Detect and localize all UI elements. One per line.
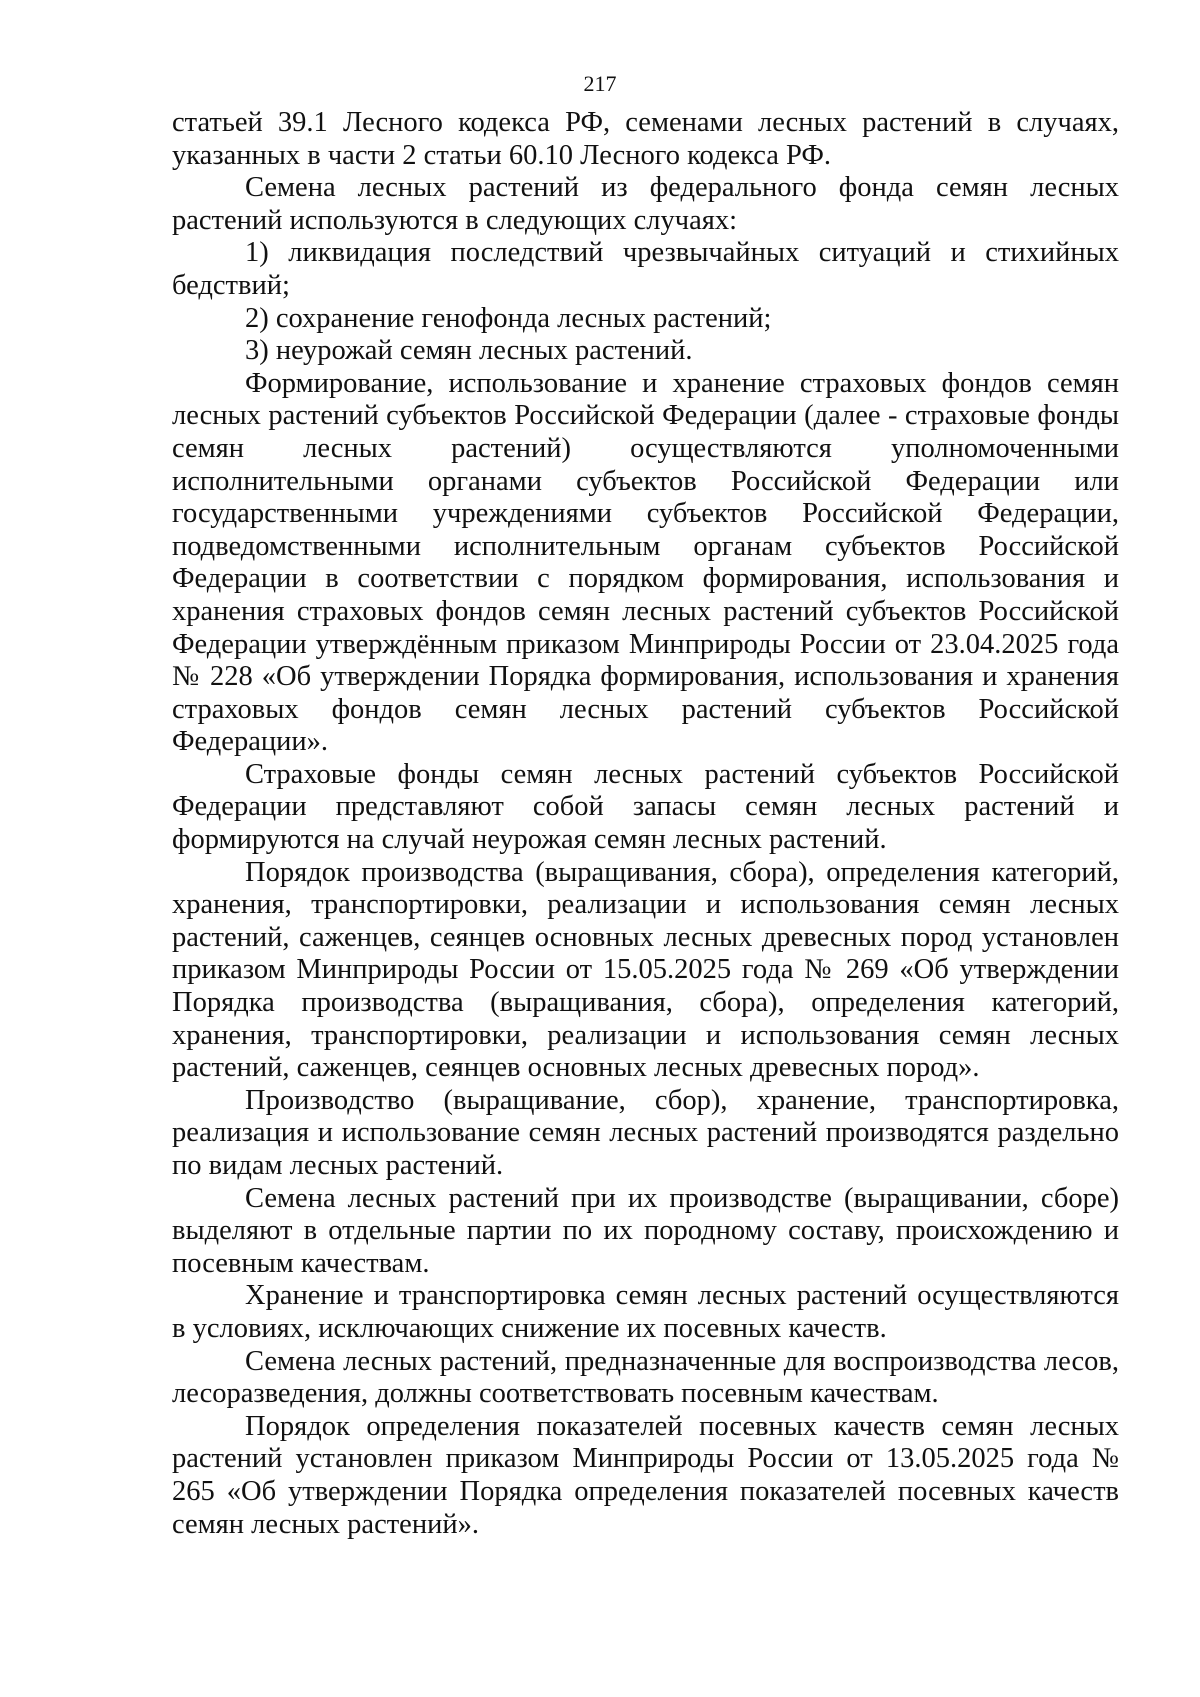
list-item: 1) ликвидация последствий чрезвычайных ситуаций и стихийных бедствий; <box>172 237 1119 301</box>
paragraph: статьей 39.1 Лесного кодекса РФ, семенами лесных растений в случаях, указанных в части 2 статьи 60.10 Лесного кодекса РФ. <box>172 107 1119 171</box>
paragraph: Страховые фонды семян лесных растений субъектов Российской Федерации представляют собой запасы семян лесных растений и формируются на случай неурожая семян лесных растений. <box>172 758 1119 856</box>
paragraph: Семена лесных растений из федерального фонда семян лесных растений используются в следующих случаях: <box>172 172 1119 236</box>
list-item: 3) неурожай семян лесных растений. <box>245 335 693 367</box>
paragraph: Формирование, использование и хранение страховых фондов семян лесных растений субъектов Российской Федерации (далее - страховые фонды семян лесных растений) осуществляются уполномоченными исполнительными органами субъектов Российской Федерации или государственными учреждениями субъектов Российской Федерации, подведомственными исполнительным органам субъектов Российской Федерации в соответствии с порядком формирования, использования и хранения страховых фондов семян лесных растений субъектов Российской Федерации утверждённым приказом Минприроды России от 23.04.2025 года № 228 «Об утверждении Порядка формирования, использования и хранения страховых фондов семян лесных растений субъектов Российской Федерации». <box>172 367 1119 758</box>
paragraph: Производство (выращивание, сбор), хранение, транспортировка, реализация и использование семян лесных растений производятся раздельно по видам лесных растений. <box>172 1084 1119 1181</box>
paragraph: Порядок определения показателей посевных качеств семян лесных растений установлен приказом Минприроды России от 13.05.2025 года № 265 «Об утверждении Порядка определения показателей посевных качеств семян лесных растений». <box>172 1410 1119 1540</box>
list-item: 2) сохранение генофонда лесных растений; <box>245 302 772 334</box>
document-body <box>172 107 1119 1541</box>
page-number: 217 <box>583 71 617 96</box>
paragraph: Хранение и транспортировка семян лесных растений осуществляются в условиях, исключающих снижение их посевных качеств. <box>172 1280 1119 1344</box>
paragraph: Порядок производства (выращивания, сбора), определения категорий, хранения, транспортировки, реализации и использования семян лесных растений, саженцев, сеянцев основных лесных древесных пород установлен приказом Минприроды России от 15.05.2025 года № 269 «Об утверждении Порядка производства (выращивания, сбора), определения категорий, хранения, транспортировки, реализации и использования семян лесных растений, саженцев, сеянцев основных лесных древесных пород». <box>172 856 1119 1084</box>
paragraph: Семена лесных растений при их производстве (выращивании, сборе) выделяют в отдельные партии по их породному составу, происхождению и посевным качествам. <box>172 1182 1119 1279</box>
paragraph: Семена лесных растений, предназначенные для воспроизводства лесов, лесоразведения, должны соответствовать посевным качествам. <box>172 1345 1119 1410</box>
